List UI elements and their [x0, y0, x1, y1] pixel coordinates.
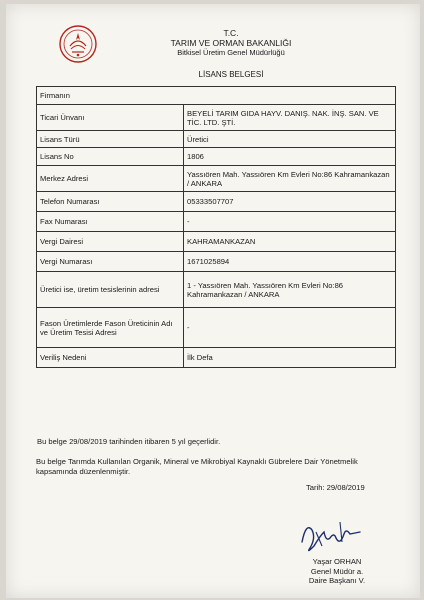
- document-title: LİSANS BELGESİ: [198, 70, 264, 79]
- row-label: Lisans Türü: [37, 131, 184, 148]
- table-row: [37, 192, 396, 212]
- row-value: -: [184, 212, 396, 232]
- table-row: [37, 252, 396, 272]
- row-label: Merkez Adresi: [37, 166, 184, 192]
- row-value: Yassıören Mah. Yassıören Km Evleri No:86 Kahramankazan / ANKARA: [184, 166, 396, 192]
- row-value: KAHRAMANKAZAN: [184, 232, 396, 252]
- document-page: [6, 4, 420, 598]
- table-row: [37, 166, 396, 192]
- signer-name: Yaşar ORHAN: [312, 557, 362, 566]
- validity-text: Bu belge 29/08/2019 tarihinden itibaren 5 yıl geçerlidir.: [37, 437, 221, 446]
- license-table: [36, 86, 396, 368]
- table-row: [37, 148, 396, 166]
- row-label: Fax Numarası: [37, 212, 184, 232]
- header-directorate: Bitkisel Üretim Genel Müdürlüğü: [177, 48, 285, 57]
- row-label: Firmanın: [37, 87, 396, 105]
- table-row: [37, 131, 396, 148]
- table-row: [37, 272, 396, 308]
- row-value: 1671025894: [184, 252, 396, 272]
- signer-title: Daire Başkanı V.: [308, 576, 366, 585]
- signer-block: [292, 557, 382, 586]
- header-ministry: TARIM VE ORMAN BAKANLIĞI: [170, 38, 292, 48]
- row-value: 05333507707: [184, 192, 396, 212]
- table-row: [37, 232, 396, 252]
- row-label: Ticari Ünvanı: [37, 105, 184, 131]
- row-label: Telefon Numarası: [37, 192, 184, 212]
- row-value: Üretici: [184, 131, 396, 148]
- row-label: Vergi Numarası: [37, 252, 184, 272]
- row-label: Üretici ise, üretim tesislerinin adresi: [37, 272, 184, 308]
- document-header: [156, 28, 306, 58]
- signature-icon: [296, 512, 366, 562]
- regulation-note: Bu belge Tarımda Kullanılan Organik, Mineral ve Mikrobiyal Kaynaklı Gübrelere Dair Yönetmelik kapsamında düzenlenmiştir.: [36, 457, 358, 476]
- row-label: Veriliş Nedeni: [37, 348, 184, 368]
- ministry-emblem-icon: [58, 24, 98, 64]
- header-tc: T.C.: [223, 28, 239, 38]
- issue-date: Tarih: 29/08/2019: [306, 483, 365, 492]
- row-label: Fason Üretimlerde Fason Üreticinin Adı ve Üretim Tesisi Adresi: [37, 308, 184, 348]
- row-value: BEYELİ TARIM GIDA HAYV. DANIŞ. NAK. İNŞ. SAN. VE TİC. LTD. ŞTİ.: [184, 105, 396, 131]
- signer-title: Genel Müdür a.: [310, 566, 364, 576]
- row-value: -: [184, 308, 396, 348]
- row-value: İlk Defa: [184, 348, 396, 368]
- table-row: [37, 348, 396, 368]
- row-label: Vergi Dairesi: [37, 232, 184, 252]
- table-row: [37, 308, 396, 348]
- table-row: [37, 212, 396, 232]
- table-row: [37, 87, 396, 105]
- row-label: Lisans No: [37, 148, 184, 166]
- row-value: 1 - Yassıören Mah. Yassıören Km Evleri No:86 Kahramankazan / ANKARA: [184, 272, 396, 308]
- row-value: 1806: [184, 148, 396, 166]
- table-row: [37, 105, 396, 131]
